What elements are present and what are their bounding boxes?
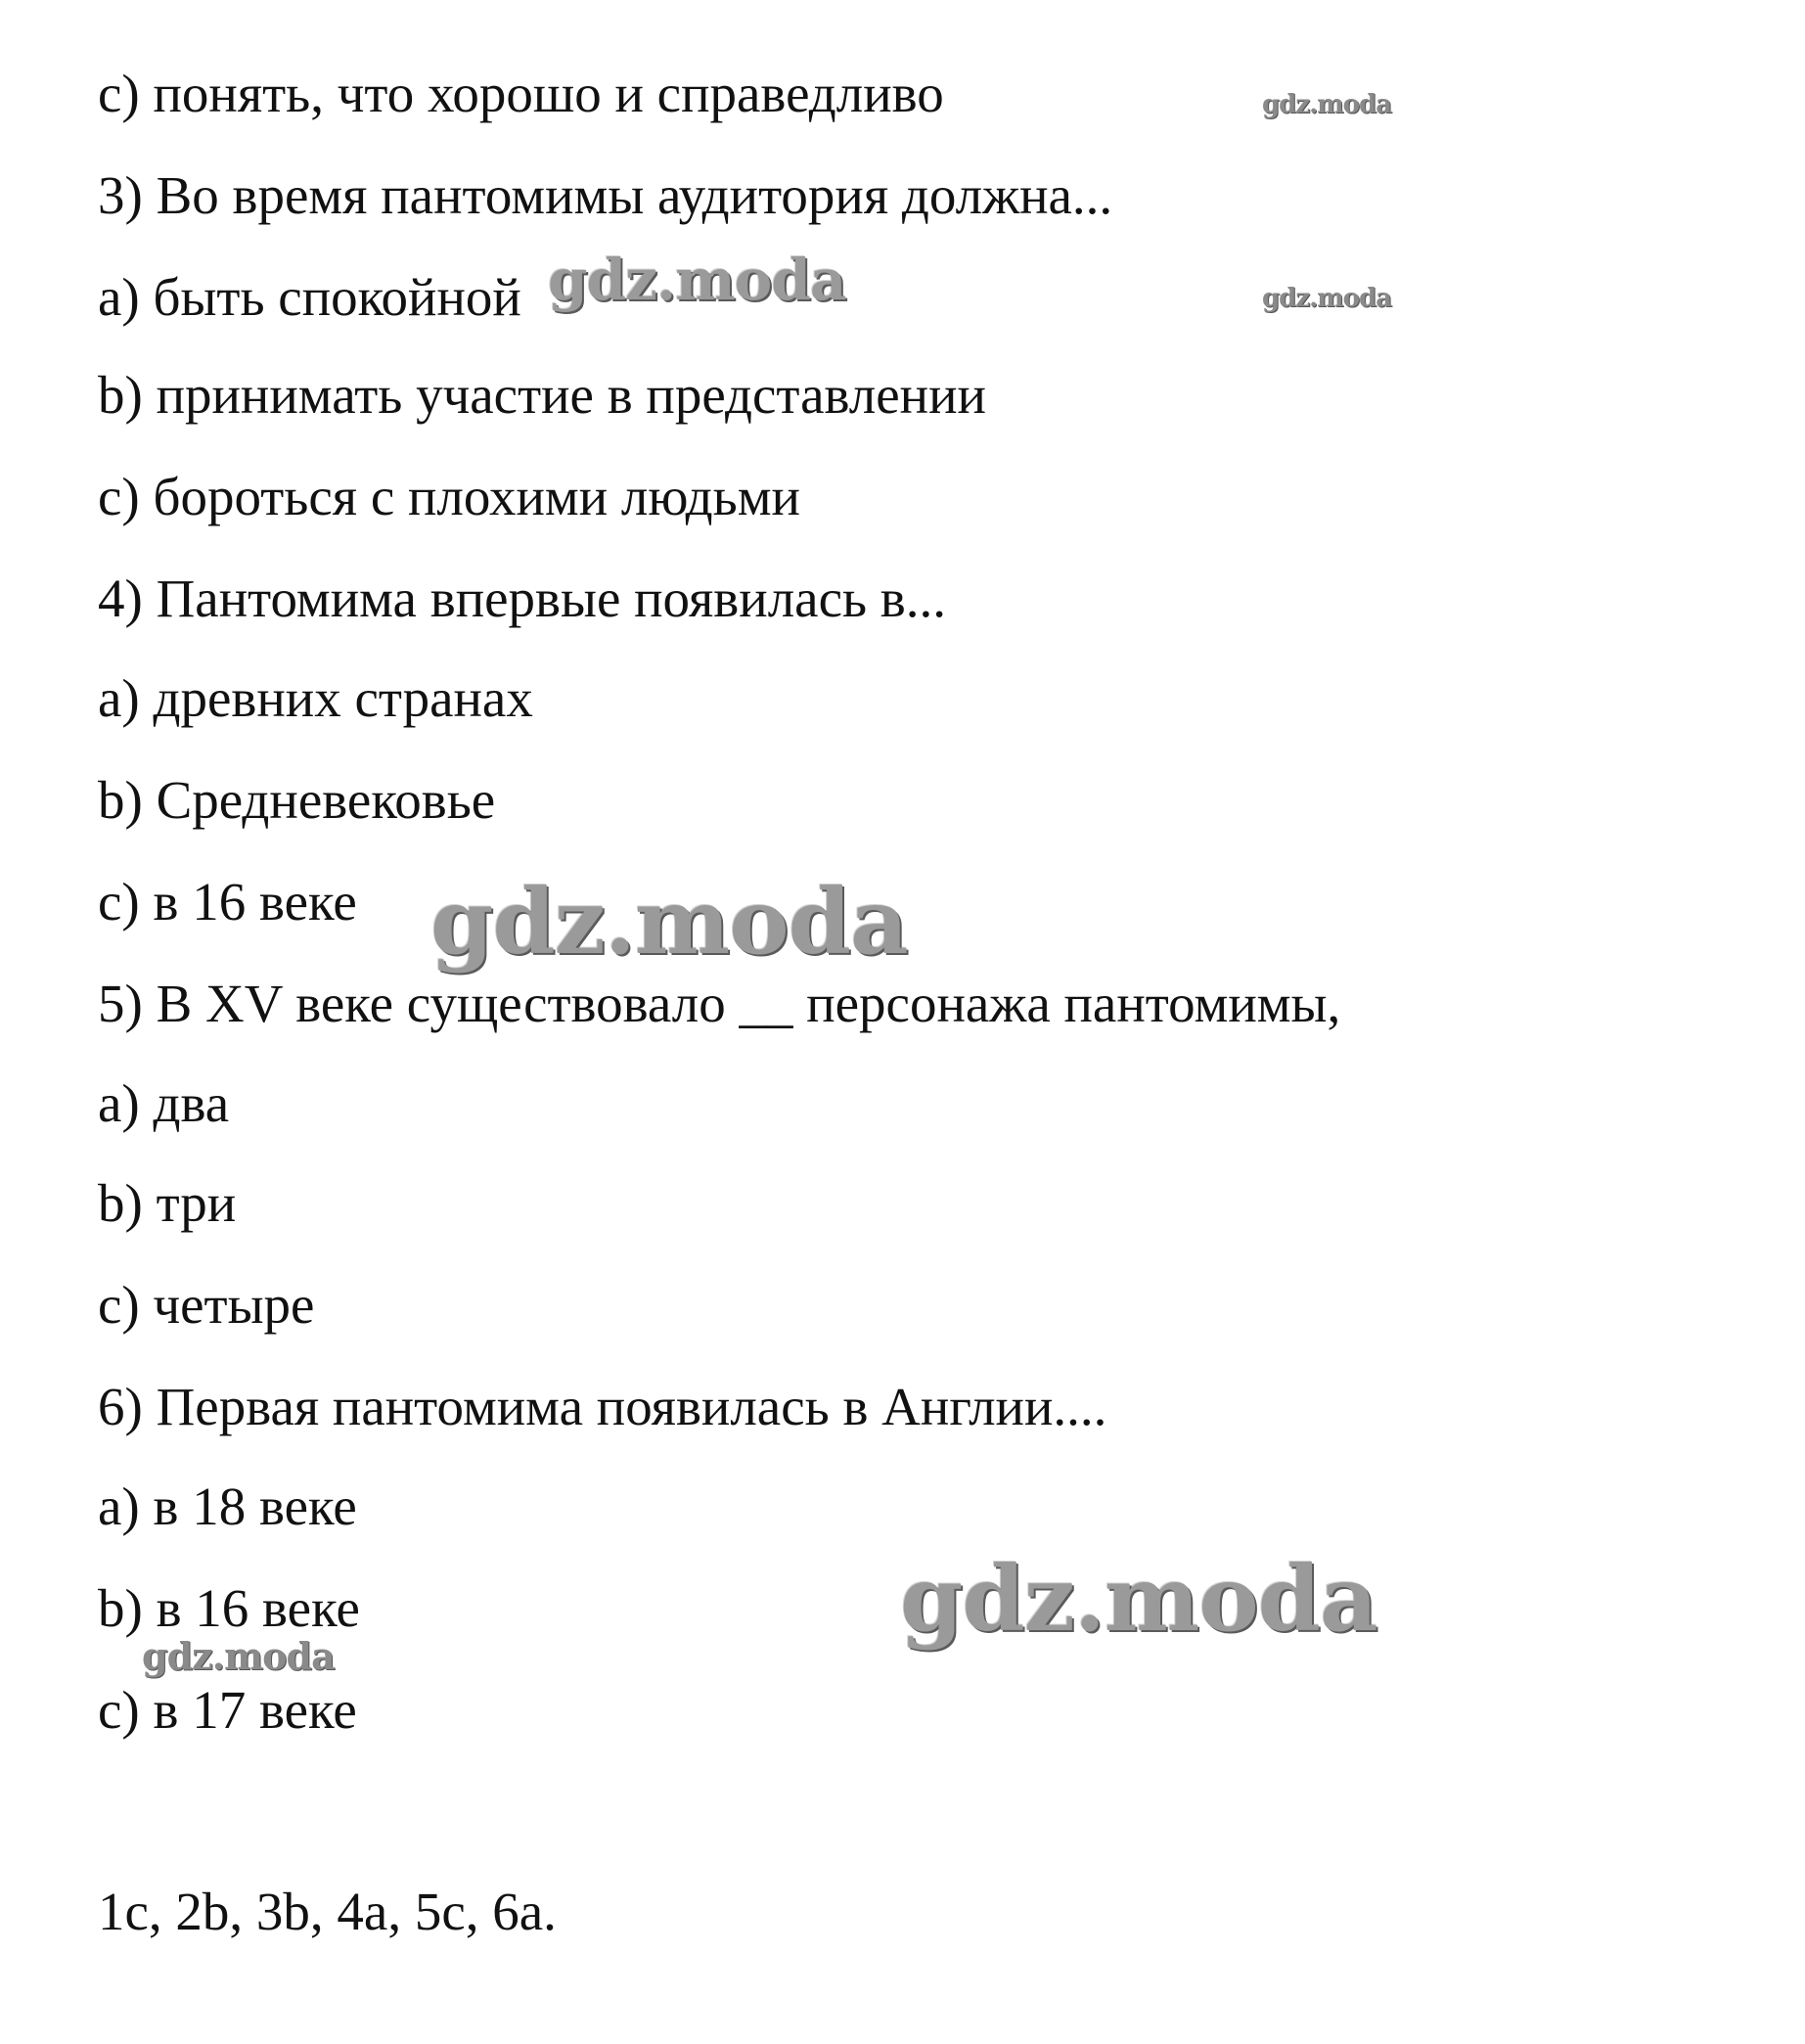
watermark-logo: gdz.moda <box>142 1634 335 1678</box>
question-4: 4) Пантомима впервые появилась в... <box>98 568 947 628</box>
watermark-logo: gdz.moda <box>1262 284 1392 313</box>
option-3c: c) бороться с плохими людьми <box>98 467 800 526</box>
option-6a: a) в 18 веке <box>98 1476 357 1536</box>
watermark-logo: gdz.moda <box>900 1546 1377 1652</box>
option-4a: a) древних странах <box>98 668 533 728</box>
option-5b: b) три <box>98 1173 237 1233</box>
option-4c: c) в 16 веке <box>98 872 357 931</box>
option-3a: a) быть спокойной <box>98 267 521 327</box>
option-6b: b) в 16 веке <box>98 1578 360 1638</box>
option-5a: a) два <box>98 1073 230 1133</box>
question-6: 6) Первая пантомима появилась в Англии.... <box>98 1377 1107 1436</box>
option-5c: c) четыре <box>98 1275 315 1335</box>
answer-key: 1c, 2b, 3b, 4a, 5c, 6a. <box>98 1882 557 1941</box>
question-5: 5) В XV веке существовало __ персонажа пантомимы, <box>98 974 1341 1033</box>
watermark-logo: gdz.moda <box>548 247 846 313</box>
option-4b: b) Средневековье <box>98 770 496 830</box>
option-6c: c) в 17 веке <box>98 1680 357 1740</box>
watermark-logo: gdz.moda <box>430 869 908 975</box>
watermark-logo: gdz.moda <box>1262 90 1392 119</box>
question-3: 3) Во время пантомимы аудитория должна... <box>98 165 1113 225</box>
option-1c: c) понять, что хорошо и справедливо <box>98 64 944 123</box>
option-3b: b) принимать участие в представлении <box>98 365 986 425</box>
